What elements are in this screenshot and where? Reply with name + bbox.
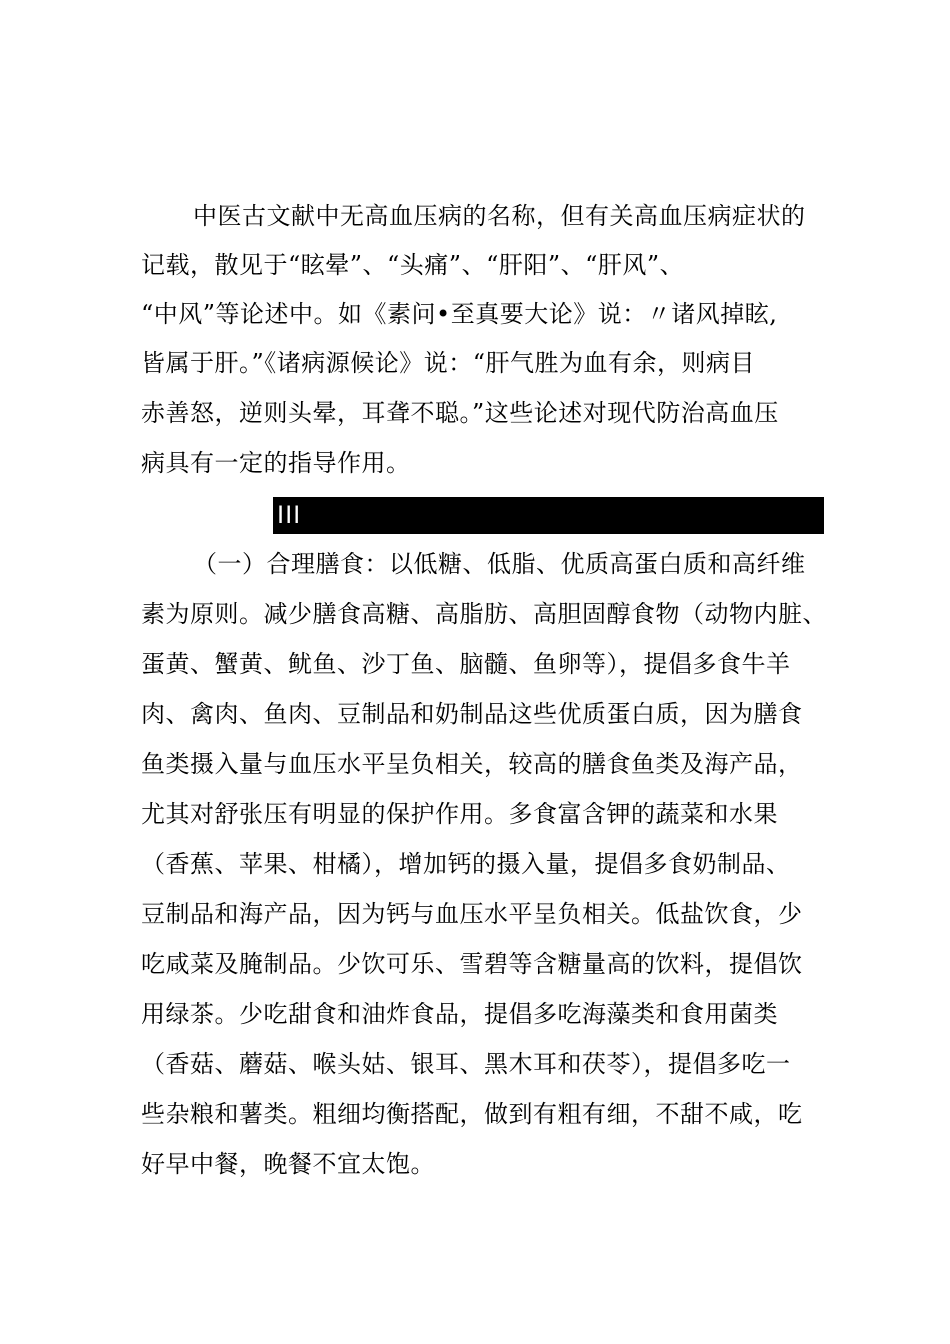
text-line: （香蕉、苹果、柑橘），增加钙的摄入量，提倡多食奶制品、 (141, 850, 791, 878)
text-line: （香菇、蘑菇、喉头姑、银耳、黑木耳和茯苓），提倡多吃一 (141, 1050, 791, 1078)
text-line: （一）合理膳食：以低糖、低脂、优质高蛋白质和高纤维 (193, 550, 806, 578)
text-line: 用绿茶。少吃甜食和油炸食品，提倡多吃海藻类和食用菌类 (141, 1000, 778, 1028)
text-line: 豆制品和海产品，因为钙与血压水平呈负相关。低盐饮食，少 (141, 900, 803, 928)
text-line: “中风”等论述中。如《素问•至真要大论》说：〃诸风掉眩, (141, 300, 778, 328)
text-line: 好早中餐，晚餐不宜太饱。 (141, 1150, 435, 1178)
text-line: 些杂粮和薯类。粗细均衡搭配，做到有粗有细，不甜不咸，吃 (141, 1100, 803, 1128)
text-line: 中医古文献中无高血压病的名称，但有关高血压病症状的 (193, 202, 806, 230)
text-line: 病具有一定的指导作用。 (141, 449, 411, 477)
text-line: 赤善怒，逆则头晕，耳聋不聪。”这些论述对现代防治高血压 (141, 399, 779, 427)
text-line: 鱼类摄入量与血压水平呈负相关，较高的膳食鱼类及海产品， (141, 750, 803, 778)
text-line: 尤其对舒张压有明显的保护作用。多食富含钾的蔬菜和水果 (141, 800, 778, 828)
section-heading-bar (273, 497, 824, 534)
text-line: 素为原则。减少膳食高糖、高脂肪、高胆固醇食物（动物内脏、 (141, 600, 827, 628)
text-line: 吃咸菜及腌制品。少饮可乐、雪碧等含糖量高的饮料，提倡饮 (141, 950, 803, 978)
text-line: 记载，散见于“眩晕”、“头痛”、“肝阳”、“肝风”、 (141, 251, 685, 279)
section-heading-label: III (277, 501, 302, 529)
text-line: 肉、禽肉、鱼肉、豆制品和奶制品这些优质蛋白质，因为膳食 (141, 700, 803, 728)
text-line: 皆属于肝。”《诸病源候论》说：“肝气胜为血有余，则病目 (141, 349, 756, 377)
text-line: 蛋黄、蟹黄、鱿鱼、沙丁鱼、脑髓、鱼卵等），提倡多食牛羊 (141, 650, 791, 678)
